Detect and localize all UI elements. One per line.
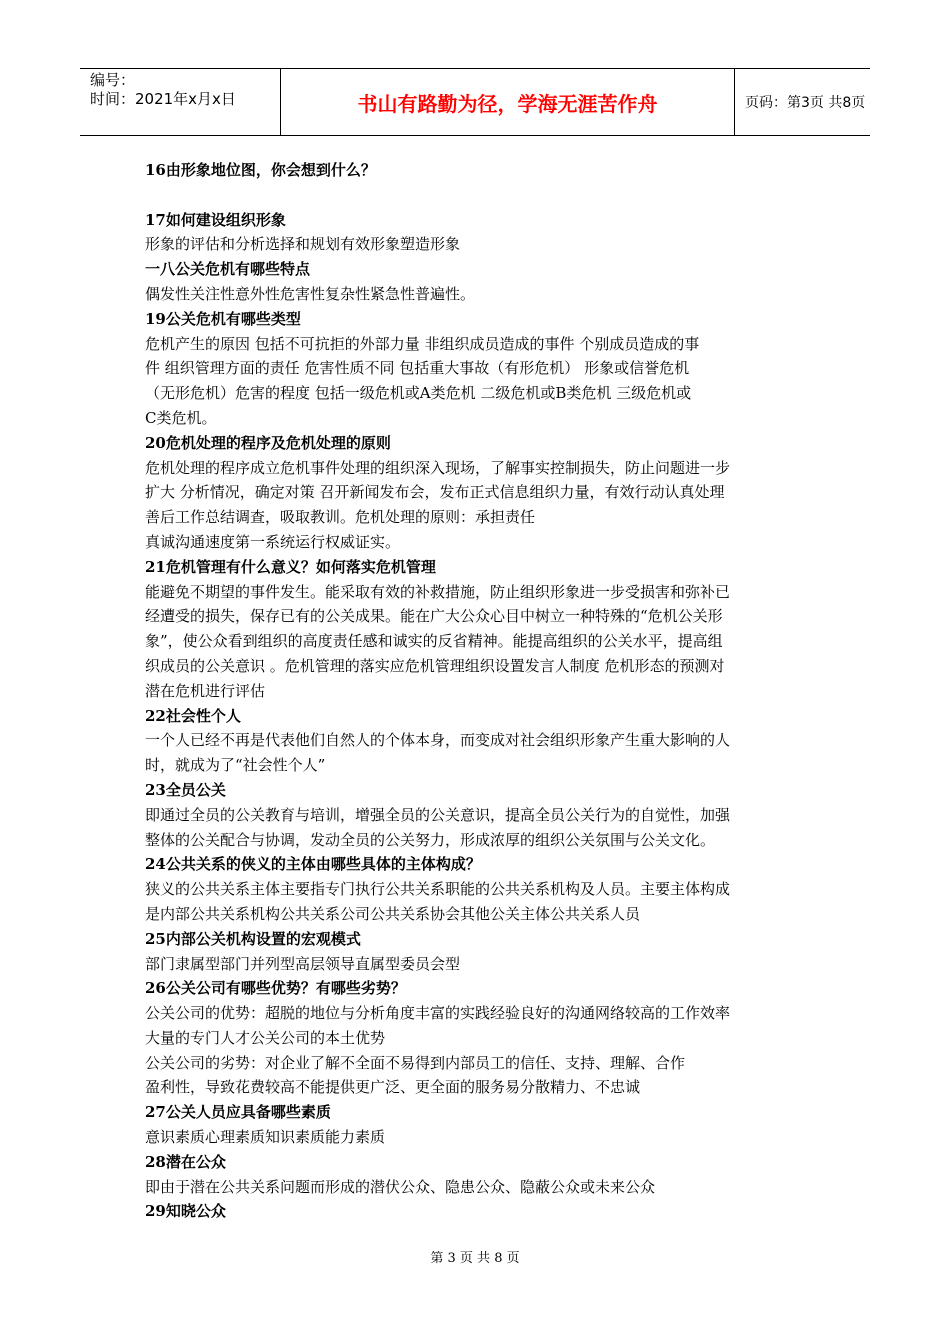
question-heading: 22社会性个人 [145,706,241,725]
answer-line: 意识素质心理素质知识素质能力素质 [145,1128,386,1147]
question-heading: 26公关公司有哪些优势？有哪些劣势？ [145,979,406,998]
header-meta [80,69,280,135]
answer-line: 能避免不期望的事件发生。能采取有效的补救措施，防止组织形象进一步受损害和弥补已 [145,582,731,601]
page-footer: 第 3 页 共 8 页 [430,1251,520,1266]
answer-line: 象”，使公众看到组织的高度责任感和诚实的反省精神。能提高组织的公关水平，提高组 [145,632,723,651]
answer-line: （无形危机）危害的程度 包括一级危机或A类危机 二级危机或B类危机 三级危机或 [145,384,692,403]
question-heading: 21危机管理有什么意义？如何落实危机管理 [145,557,436,576]
page-header [80,68,870,136]
header-page-number: 页码：第3页 共8页 [745,95,866,111]
answer-line: 扩大 分析情况，确定对策 召开新闻发布会，发布正式信息组织力量，有效行动认真处理 [145,483,725,502]
answer-line: 是内部公共关系机构公共关系公司公共关系协会其他公关主体公共关系人员 [145,904,641,923]
document-body [145,158,815,1224]
question-heading: 17如何建设组织形象 [145,210,286,229]
answer-line: 经遭受的损失，保存已有的公关成果。能在广大公众心目中树立一种特殊的“危机公关形 [145,607,723,626]
question-heading: 16由形象地位图，你会想到什么？ [145,161,376,179]
answer-line: 大量的专门人才公关公司的本土优势 [145,1028,386,1047]
answer-line: 即通过全员的公关教育与培训，增强全员的公关意识，提高全员公关行为的自觉性，加强 [145,805,731,824]
question-heading: 20危机处理的程序及危机处理的原则 [145,433,391,452]
header-motto: 书山有路勤为径，学海无涯苦作舟 [280,69,735,135]
answer-line: 潜在危机进行评估 [145,681,266,700]
answer-line: 危机处理的程序成立危机事件处理的组织深入现场，了解事实控制损失，防止问题进一步 [145,458,731,477]
answer-line: 形象的评估和分析选择和规划有效形象塑造形象 [145,235,461,254]
question-heading: 29知晓公众 [145,1202,226,1221]
answer-line: 即由于潜在公共关系问题而形成的潜伏公众、隐患公众、隐蔽公众或未来公众 [145,1177,656,1196]
answer-line: 时，就成为了“社会性个人” [145,756,326,775]
code-label: 编号： [90,71,136,89]
question-heading: 28潜在公众 [145,1152,226,1171]
answer-line: C类危机。 [145,408,217,427]
blank-line [145,183,815,208]
answer-line: 织成员的公关意识 。危机管理的落实应危机管理组织设置发言人制度 危机形态的预测对 [145,656,725,675]
answer-line: 真诚沟通速度第一系统运行权威证实。 [145,532,401,551]
question-heading: 25内部公关机构设置的宏观模式 [145,929,361,948]
answer-line: 偶发性关注性意外性危害性复杂性紧急性普遍性。 [145,284,476,303]
answer-line: 件 组织管理方面的责任 危害性质不同 包括重大事故（有形危机） 形象或信誉危机 [145,359,690,378]
answer-line: 公关公司的优势：超脱的地位与分析角度丰富的实践经验良好的沟通网络较高的工作效率 [145,1004,731,1023]
answer-line: 危机产生的原因 包括不可抗拒的外部力量 非组织成员造成的事件 个别成员造成的事 [145,334,700,353]
question-heading: 24公共关系的侠义的主体由哪些具体的主体构成？ [145,855,481,874]
answer-line: 狭义的公共关系主体主要指专门执行公共关系职能的公共关系机构及人员。主要主体构成 [145,880,731,899]
answer-line: 一个人已经不再是代表他们自然人的个体本身，而变成对社会组织形象产生重大影响的人 [145,731,731,750]
answer-line: 整体的公关配合与协调，发动全员的公关努力，形成浓厚的组织公关氛围与公关文化。 [145,830,716,849]
question-heading: 一八公关危机有哪些特点 [145,260,311,279]
question-heading: 23全员公关 [145,780,226,799]
answer-line: 善后工作总结调查，吸取教训。危机处理的原则：承担责任 [145,508,536,527]
answer-line: 部门隶属型部门并列型高层领导直属型委员会型 [145,954,461,973]
question-heading: 27公关人员应具备哪些素质 [145,1103,331,1122]
answer-line: 公关公司的劣势：对企业了解不全面不易得到内部员工的信任、支持、理解、合作 [145,1053,686,1072]
time-label: 时间：2021年x月x日 [90,90,236,108]
question-heading: 19公关危机有哪些类型 [145,309,301,328]
answer-line: 盈利性，导致花费较高不能提供更广泛、更全面的服务易分散精力、不忠诚 [145,1078,641,1097]
